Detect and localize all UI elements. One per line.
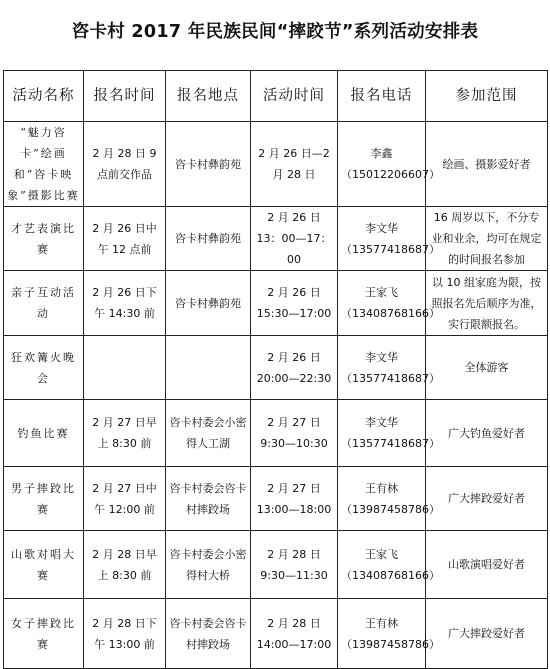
- scope-cell: 以 10 组家庭为限，按照报名先后顺序为准，实行限额报名。: [426, 271, 548, 336]
- activity-time-cell: 2 月 28 日 14:00—17:00: [251, 599, 338, 669]
- activity-name-cell: 山歌对唱大赛: [4, 531, 84, 599]
- registration-location-cell: 咨卡村彝韵苑: [166, 207, 251, 271]
- phone-cell: [338, 531, 440, 599]
- scope-cell: 山歌演唱爱好者: [426, 531, 548, 599]
- activity-time-cell: 2 月 26 日 20:00—22:30: [251, 336, 338, 400]
- phone-cell: [338, 122, 440, 207]
- registration-location-cell: 咨卡村委会咨卡村摔跤场: [166, 599, 251, 669]
- header-registration-time: 报名时间: [84, 71, 166, 122]
- table-row: [4, 467, 548, 531]
- contact-name: 李文华: [365, 350, 398, 364]
- activity-name-cell: 钓鱼比赛: [4, 400, 84, 467]
- activity-name-cell: 女子摔跤比赛: [4, 599, 84, 669]
- phone-cell: [338, 271, 440, 336]
- scope-cell: 广大摔跤爱好者: [426, 599, 548, 669]
- table-row: [4, 336, 548, 400]
- document-title: 咨卡村 2017 年民族民间“摔跤节”系列活动安排表: [71, 22, 479, 42]
- table-row: [4, 599, 548, 669]
- activity-name-cell: 才艺表演比赛: [4, 207, 84, 271]
- contact-name: 李文华: [365, 416, 398, 429]
- phone-cell: [338, 207, 440, 271]
- scope-cell: 绘画、摄影爱好者: [426, 122, 548, 207]
- phone-number: （13408768166）: [341, 307, 440, 320]
- scope-cell: 广大摔跤爱好者: [426, 467, 548, 531]
- schedule-table: [3, 70, 548, 669]
- phone-number: （13577418687）: [341, 437, 440, 450]
- header-registration-phone: 报名电话: [338, 71, 426, 122]
- header-row: [4, 71, 548, 122]
- registration-time-cell: 2 月 26 日下午 14:30 前: [84, 271, 166, 336]
- scope-cell: 广大钓鱼爱好者: [426, 400, 548, 467]
- phone-cell: [338, 336, 440, 400]
- registration-location-cell: 咨卡村委会小密得村大桥: [166, 531, 251, 599]
- phone-number: （13987458786）: [341, 502, 440, 516]
- header-activity-name: 活动名称: [4, 71, 84, 122]
- activity-time-cell: 2 月 27 日 13:00—18:00: [251, 467, 338, 531]
- registration-time-cell: 2 月 26 日中午 12 点前: [84, 207, 166, 271]
- phone-number: （13987458786）: [341, 637, 440, 651]
- scope-cell: 全体游客: [426, 336, 548, 400]
- contact-name: 李鑫: [370, 147, 393, 160]
- activity-name-cell: 男子摔跤比赛: [4, 467, 84, 531]
- table-row: [4, 122, 548, 207]
- registration-time-cell: 2 月 27 日中午 12:00 前: [84, 467, 166, 531]
- phone-cell: [338, 467, 440, 531]
- contact-name: 李文华: [365, 221, 398, 235]
- registration-time-cell: 2 月 28 日早上 8:30 前: [84, 531, 166, 599]
- registration-location-cell: 咨卡村彝韵苑: [166, 271, 251, 336]
- activity-time-cell: 2 月 28 日 9:30—11:30: [251, 531, 338, 599]
- header-registration-location: 报名地点: [166, 71, 251, 122]
- activity-name-cell: 狂欢篝火晚会: [4, 336, 84, 400]
- contact-name: 王有林: [365, 481, 398, 495]
- activity-time-cell: 2 月 26 日 13：00—17：00: [251, 207, 338, 271]
- registration-time-cell: 2 月 28 日 9 点前交作品: [84, 122, 166, 207]
- registration-location-cell: 咨卡村委会咨卡村摔跤场: [166, 467, 251, 531]
- phone-cell: [338, 400, 440, 467]
- activity-time-cell: 2 月 27 日 9:30—10:30: [251, 400, 338, 467]
- activity-name-cell: “魅力咨卡”绘画和“咨卡映象”摄影比赛: [4, 122, 84, 207]
- table-row: [4, 207, 548, 271]
- phone-number: （15012206607）: [341, 168, 440, 181]
- header-participation-scope: 参加范围: [426, 71, 548, 122]
- registration-time-cell: 2 月 27 日早上 8:30 前: [84, 400, 166, 467]
- scope-cell: 16 周岁以下，不分专业和业余，均可在规定的时间报名参加: [426, 207, 548, 271]
- phone-cell: [338, 599, 440, 669]
- activity-name-cell: 亲子互动活动: [4, 271, 84, 336]
- contact-name: 王家飞: [365, 286, 398, 299]
- registration-time-cell: [84, 336, 166, 400]
- activity-time-cell: 2 月 26 日 15:30—17:00: [251, 271, 338, 336]
- registration-location-cell: 咨卡村委会小密得人工湖: [166, 400, 251, 467]
- phone-number: （13577418687）: [341, 371, 440, 385]
- phone-number: （13408768166）: [341, 568, 440, 582]
- registration-time-cell: 2 月 28 日下午 13:00 前: [84, 599, 166, 669]
- contact-name: 王家飞: [365, 547, 398, 561]
- activity-time-cell: 2 月 26 日—2 月 28 日: [251, 122, 338, 207]
- table-row: [4, 531, 548, 599]
- table-row: [4, 271, 548, 336]
- registration-location-cell: [166, 336, 251, 400]
- registration-location-cell: 咨卡村彝韵苑: [166, 122, 251, 207]
- contact-name: 王有林: [365, 616, 398, 630]
- header-activity-time: 活动时间: [251, 71, 338, 122]
- phone-number: （13577418687）: [341, 242, 440, 256]
- table-row: [4, 400, 548, 467]
